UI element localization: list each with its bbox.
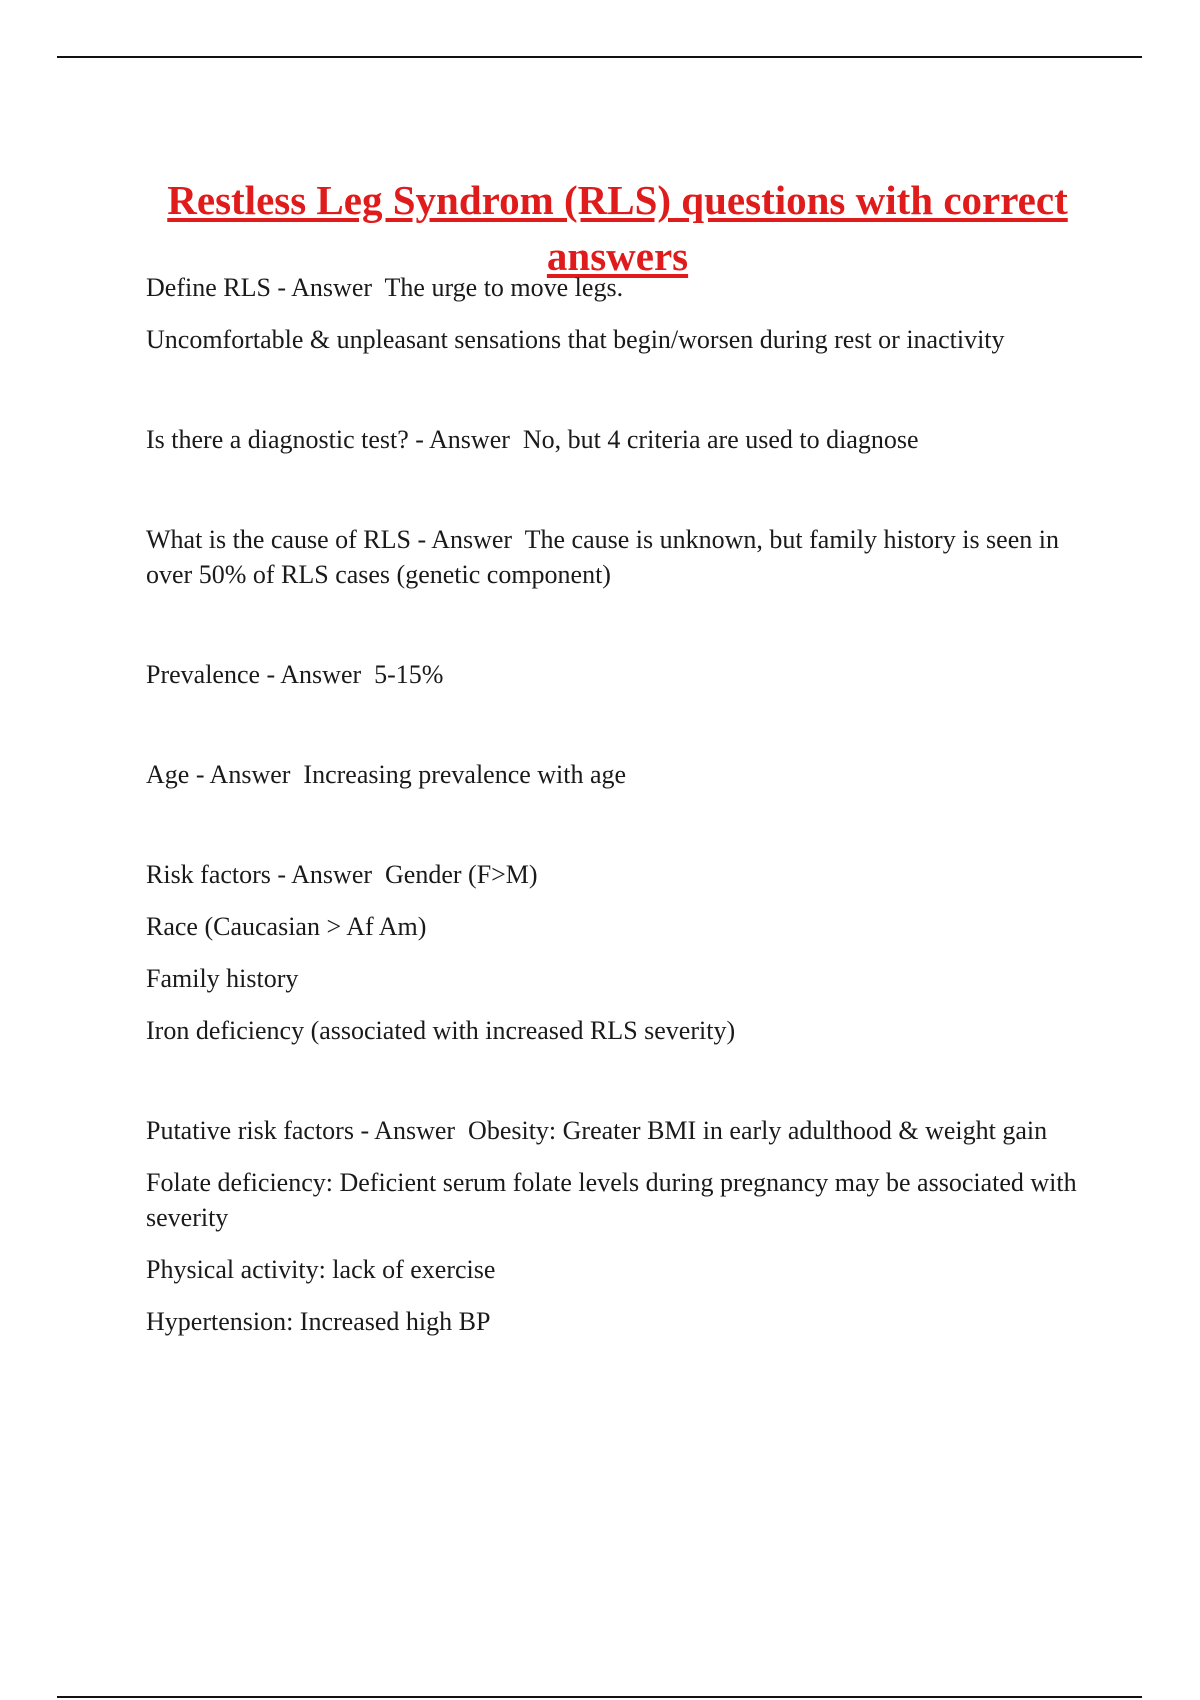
qa-first-line xyxy=(146,657,1086,692)
qa-item-define-rls xyxy=(146,270,1086,357)
qa-first-line xyxy=(146,522,1086,592)
answer-separator: - Answer xyxy=(270,273,379,302)
question-text: Prevalence xyxy=(146,660,261,689)
answer-line: Uncomfortable & unpleasant sensations that begin/worsen during rest or inactivity xyxy=(146,325,1005,354)
qa-item-putative-risk-factors xyxy=(146,1113,1086,1339)
question-text: Is there a diagnostic test? xyxy=(146,425,409,454)
answer-line: Physical activity: lack of exercise xyxy=(146,1255,496,1284)
qa-item-cause xyxy=(146,522,1086,592)
qa-item-risk-factors xyxy=(146,857,1086,1048)
answer-line: Iron deficiency (associated with increased RLS severity) xyxy=(146,1016,736,1045)
answer-text: The urge to move legs. xyxy=(384,273,624,302)
answer-separator: - Answer xyxy=(260,660,368,689)
answer-separator: - Answer xyxy=(189,760,297,789)
answer-text: No, but 4 criteria are used to diagnose xyxy=(522,425,919,454)
answer-line: Family history xyxy=(146,964,299,993)
answer-text: Gender (F>M) xyxy=(385,860,538,889)
qa-item-diagnostic-test xyxy=(146,422,1086,457)
qa-first-line xyxy=(146,757,1086,792)
answer-separator: - Answer xyxy=(270,860,379,889)
document-body xyxy=(146,270,1086,1339)
qa-item-age xyxy=(146,757,1086,792)
answer-separator: - Answer xyxy=(353,1116,462,1145)
answer-line: Folate deficiency: Deficient serum folate levels during pregnancy may be associated with severity xyxy=(146,1168,1077,1232)
page-title: Restless Leg Syndrom (RLS) questions with correct answers xyxy=(167,177,1068,280)
answer-separator: - Answer xyxy=(411,525,519,554)
question-text: What is the cause of RLS xyxy=(146,525,411,554)
footer-rule xyxy=(57,1696,1142,1698)
question-text: Risk factors xyxy=(146,860,271,889)
question-text: Putative risk factors xyxy=(146,1116,354,1145)
answer-line: Race (Caucasian > Af Am) xyxy=(146,912,427,941)
qa-first-line xyxy=(146,422,1086,457)
answer-text: Increasing prevalence with age xyxy=(303,760,627,789)
answer-text: Obesity: Greater BMI in early adulthood & weight gain xyxy=(468,1116,1048,1145)
qa-first-line xyxy=(146,270,1086,305)
answer-line: Hypertension: Increased high BP xyxy=(146,1307,491,1336)
qa-item-prevalence xyxy=(146,657,1086,692)
header-rule xyxy=(57,56,1142,58)
answer-separator: - Answer xyxy=(408,425,517,454)
answer-text: 5-15% xyxy=(374,660,444,689)
question-text: Age xyxy=(146,760,190,789)
answer-text: The cause is unknown, but family history is seen in over 50% of RLS cases (genetic component) xyxy=(146,525,1059,589)
question-text: Define RLS xyxy=(146,273,271,302)
qa-first-line xyxy=(146,857,1086,892)
qa-first-line xyxy=(146,1113,1086,1148)
